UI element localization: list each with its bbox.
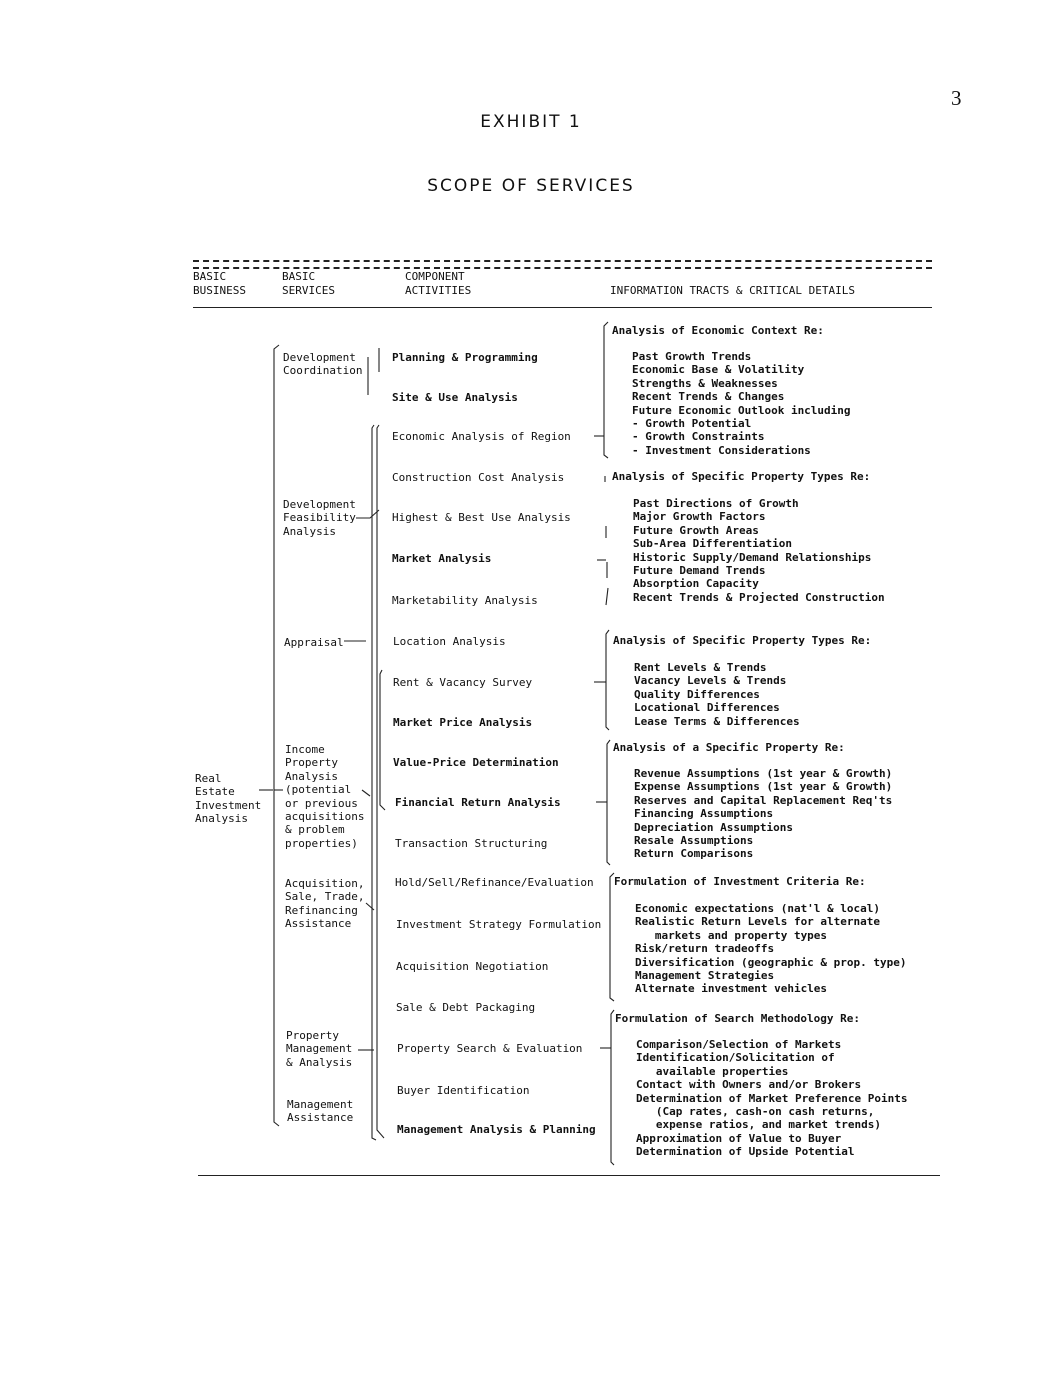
header-component-activities: COMPONENT ACTIVITIES (405, 270, 472, 297)
acquisition-connector (366, 903, 374, 910)
activity-site-use-analysis: Site & Use Analysis (392, 391, 518, 404)
activity-property-search: Property Search & Evaluation (397, 1042, 583, 1055)
activity-buyer-identification: Buyer Identification (397, 1084, 530, 1097)
activity-transaction-structuring: Transaction Structuring (395, 837, 548, 850)
activity-planning-programming: Planning & Programming (392, 351, 538, 364)
basic-service-development-feasibility: Development Feasibility Analysis (283, 498, 356, 538)
activity-hold-sell-refinance: Hold/Sell/Refinance/Evaluation (395, 876, 594, 889)
tract-details-specific-property: Revenue Assumptions (1st year & Growth) Expense Assumptions (1st year & Growth) Reserves and Capital Replacement Req'ts Financing Assumptions Depreciation Assumptions Resale Assumptions Return Comparisons (634, 767, 893, 861)
tract-bracket-1 (604, 322, 608, 458)
basic-service-appraisal: Appraisal (284, 636, 344, 649)
activity-construction-cost-analysis: Construction Cost Analysis (392, 471, 565, 484)
activity-economic-analysis-region: Economic Analysis of Region (392, 430, 571, 443)
activity-market-price-analysis: Market Price Analysis (393, 716, 533, 729)
basic-service-income-property-analysis: Income Property Analysis (potential or previous acquisitions & problem properties) (285, 743, 365, 850)
tract-bracket-5 (610, 873, 614, 1001)
activity-financial-return-analysis: Financial Return Analysis (395, 796, 561, 809)
basic-service-management-assistance: Management Assistance (287, 1098, 354, 1125)
tract-heading-specific-property: Analysis of a Specific Property Re: (613, 741, 845, 754)
tract-heading-property-types-growth: Analysis of Specific Property Types Re: (612, 470, 871, 483)
tract-heading-investment-criteria: Formulation of Investment Criteria Re: (614, 875, 866, 888)
basic-service-property-management: Property Management & Analysis (286, 1029, 353, 1069)
header-basic-business: BASIC BUSINESS (193, 270, 246, 297)
tract-bracket-3 (606, 630, 609, 730)
tract-heading-economic-context: Analysis of Economic Context Re: (612, 324, 824, 337)
header-basic-services: BASIC SERVICES (282, 270, 335, 297)
services-bracket (274, 345, 279, 1126)
page-number: 3 (951, 86, 962, 110)
activity-value-price-determination: Value-Price Determination (393, 756, 559, 769)
activity-rent-vacancy-survey: Rent & Vacancy Survey (393, 676, 533, 689)
exhibit-title: EXHIBIT 1 (480, 112, 582, 132)
header-information-tracts: INFORMATION TRACTS & CRITICAL DETAILS (610, 284, 856, 297)
activity-sale-debt-packaging: Sale & Debt Packaging (396, 1001, 536, 1014)
income-right-connector (362, 790, 370, 796)
basic-business-label: Real Estate Investment Analysis (195, 772, 262, 826)
tract-heading-property-types-rent: Analysis of Specific Property Types Re: (613, 634, 872, 647)
activity-highest-best-use: Highest & Best Use Analysis (392, 511, 571, 524)
activity-investment-strategy: Investment Strategy Formulation (396, 918, 602, 931)
activity-marketability-analysis: Marketability Analysis (392, 594, 538, 607)
feasibility-connector (356, 510, 379, 518)
basic-service-development-coordination: Development Coordination (283, 351, 363, 378)
tract-details-economic-context: Past Growth Trends Economic Base & Volatility Strengths & Weaknesses Recent Trends & Changes Future Economic Outlook including - Growth Potential - Growth Constraints - Investment Considerations (632, 350, 851, 457)
activity-management-analysis-planning: Management Analysis & Planning (397, 1123, 596, 1136)
activities-bracket-outer (372, 425, 376, 1140)
basic-service-acquisition-sale-trade: Acquisition, Sale, Trade, Refinancing Assistance (285, 877, 365, 931)
activity-acquisition-negotiation: Acquisition Negotiation (396, 960, 549, 973)
activity-location-analysis: Location Analysis (393, 635, 506, 648)
tract-bracket-4 (607, 740, 610, 865)
tract-details-property-types-growth: Past Directions of Growth Major Growth Factors Future Growth Areas Sub-Area Differentiation Historic Supply/Demand Relationships Future Demand Trends Absorption Capacity Recent Trends & Projected Construction (633, 497, 885, 604)
scope-title: SCOPE OF SERVICES (427, 176, 635, 196)
tract-details-investment-criteria: Economic expectations (nat'l & local) Realistic Return Levels for alternate markets and property types Risk/return tradeoffs Diversification (geographic & prop. type) Management Strategies Alternate investment vehicles (635, 902, 907, 996)
tract-details-search-methodology: Comparison/Selection of Markets Identification/Solicitation of available properties Contact with Owners and/or Brokers Determination of Market Preference Points (Cap rates, cash-on cash returns, expense ratios, and market trends) Approximation of Value to Buyer Determination of Upside Potential (636, 1038, 908, 1159)
tract-heading-search-methodology: Formulation of Search Methodology Re: (615, 1012, 861, 1025)
tract-details-property-types-rent: Rent Levels & Trends Vacancy Levels & Trends Quality Differences Locational Differences Lease Terms & Differences (634, 661, 800, 728)
tract-bracket-2-lower (606, 526, 608, 605)
activities-bracket-inner-2 (380, 670, 385, 810)
tract-bracket-6 (611, 1010, 614, 1165)
activity-market-analysis: Market Analysis (392, 552, 492, 565)
